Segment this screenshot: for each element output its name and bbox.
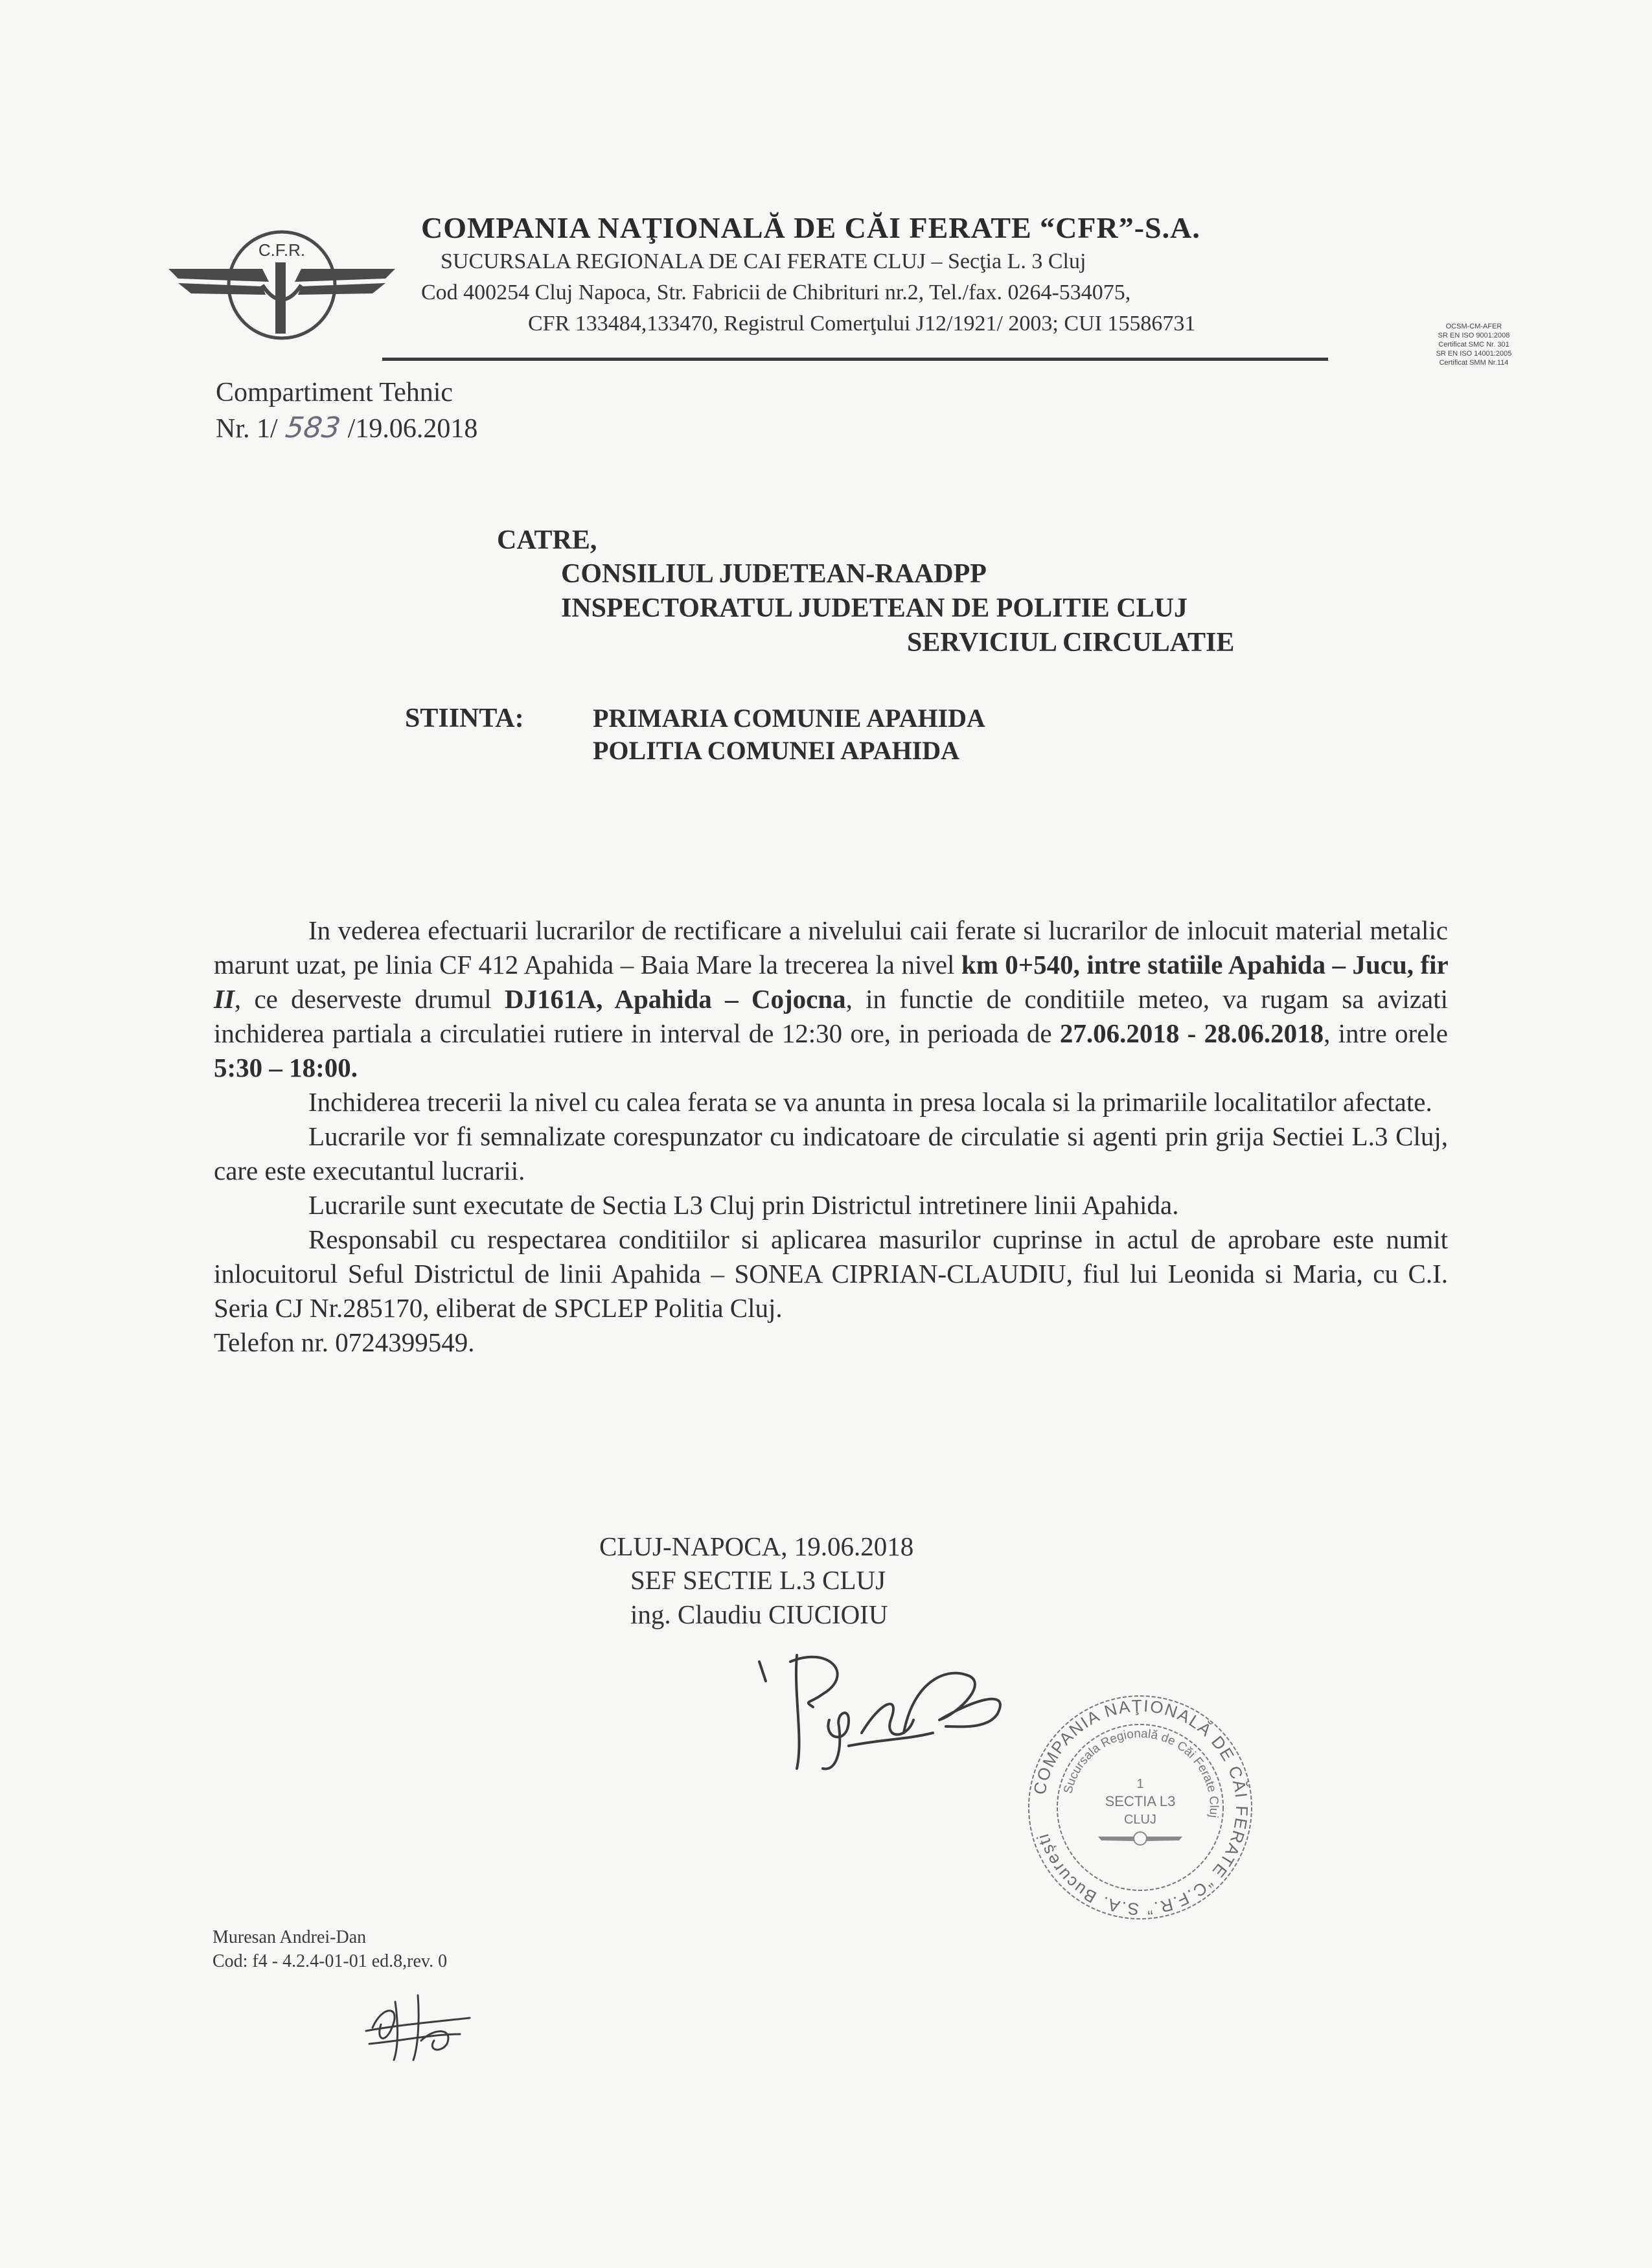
cc-recipient: POLITIA COMUNEI APAHIDA bbox=[593, 736, 959, 765]
number-prefix: Nr. 1/ bbox=[216, 414, 278, 444]
number-suffix: /19.06.2018 bbox=[347, 414, 478, 444]
paragraph: Lucrarile vor fi semnalizate corespunzator cu indicatoare de circulatie si agenti prin grija Sectiei L.3 Cluj, care este executantul lucrarii. bbox=[214, 1121, 1448, 1186]
department-label: Compartiment Tehnic bbox=[216, 378, 453, 407]
text: , in functie de conditiile meteo, va rugam sa avizati inchiderea partiala a circulatiei rutiere in interval de 12:30 ore, in perioada de bbox=[214, 984, 1448, 1048]
svg-text:1: 1 bbox=[1136, 1777, 1144, 1791]
company-name: COMPANIA NAŢIONALĂ DE CĂI FERATE “CFR”-S.A. bbox=[421, 211, 1200, 244]
handwritten-initials bbox=[363, 1989, 473, 2067]
header-address: Cod 400254 Cluj Napoca, Str. Fabricii de Chibrituri nr.2, Tel./fax. 0264-534075, bbox=[421, 281, 1131, 304]
cert-line: Certificat SMM Nr.114 bbox=[1439, 359, 1509, 367]
cert-line: SR EN ISO 9001:2008 bbox=[1438, 332, 1510, 339]
handwritten-signature bbox=[751, 1642, 1050, 1778]
paragraph: Inchiderea trecerii la nivel cu calea ferata se va anunta in presa locala si la primariile localitatilor afectate. bbox=[308, 1087, 1432, 1117]
cc-label: STIINTA: bbox=[405, 704, 524, 733]
svg-text:Sucursala Regională de Căi Fer: Sucursala Regională de Căi Ferate Cluj bbox=[1061, 1726, 1221, 1819]
signer-name: ing. Claudiu CIUCIOIU bbox=[630, 1599, 888, 1629]
letter-body bbox=[214, 913, 1448, 1360]
recipient: INSPECTORATUL JUDETEAN DE POLITIE CLUJ bbox=[561, 593, 1187, 623]
phone-line: Telefon nr. 0724399549. bbox=[214, 1327, 475, 1357]
text-bold: 27.06.2018 - 28.06.2018 bbox=[1059, 1018, 1324, 1048]
text-bold: 5:30 – 18:00. bbox=[214, 1053, 358, 1082]
text: , intre orele bbox=[1324, 1018, 1448, 1048]
text-bold: km 0+540, intre statiile Apahida – Jucu, fir bbox=[961, 950, 1448, 979]
paragraph: Responsabil cu respectarea conditiilor si aplicarea masurilor cuprinse in actul de aprobare este numit inlocuitorul Seful Districtul de linii Apahida – SONEA CIPRIAN-CLAUDIU, fiul lui Leonida si Maria, cu C.I. Seria CJ Nr.285170, eliberat de SPCLEP Politia Cluj. bbox=[214, 1224, 1448, 1323]
certifications bbox=[1390, 322, 1558, 367]
paragraph: Lucrarile sunt executate de Sectia L3 Cluj prin Districtul intretinere linii Apahida. bbox=[308, 1190, 1179, 1220]
cfr-logo bbox=[165, 223, 398, 353]
svg-text:CLUJ: CLUJ bbox=[1123, 1813, 1157, 1827]
cc-recipient: PRIMARIA COMUNIE APAHIDA bbox=[593, 704, 985, 733]
recipient: CONSILIUL JUDETEAN-RAADPP bbox=[561, 559, 987, 589]
recipient: SERVICIUL CIRCULATIE bbox=[907, 628, 1235, 658]
author: Muresan Andrei-Dan bbox=[212, 1927, 367, 1947]
svg-text:SECTIA L3: SECTIA L3 bbox=[1105, 1793, 1176, 1809]
cert-line: OCSM-CM-AFER bbox=[1445, 323, 1502, 330]
handwritten-number: 583 bbox=[283, 411, 343, 444]
header-divider bbox=[382, 358, 1328, 361]
text-bold: DJ161A, Apahida – Cojocna bbox=[504, 984, 846, 1014]
official-stamp bbox=[1024, 1691, 1257, 1924]
to-label: CATRE, bbox=[497, 525, 597, 555]
signer-role: SEF SECTIE L.3 CLUJ bbox=[630, 1565, 886, 1595]
document-code: Cod: f4 - 4.2.4-01-01 ed.8,rev. 0 bbox=[212, 1951, 448, 1971]
cert-line: Certificat SMC Nr. 301 bbox=[1438, 341, 1509, 349]
cert-line: SR EN ISO 14001:2005 bbox=[1436, 350, 1512, 358]
svg-text:C.F.R.: C.F.R. bbox=[258, 240, 306, 260]
place-date: CLUJ-NAPOCA, 19.06.2018 bbox=[599, 1531, 914, 1561]
text-bold-italic: II bbox=[214, 984, 235, 1014]
text: , ce deserveste drumul bbox=[234, 984, 505, 1014]
registration-number bbox=[216, 411, 477, 444]
svg-text:COMPANIA NAŢIONALĂ DE CĂI FERA: COMPANIA NAŢIONALĂ DE CĂI FERATE “C.F.R.” S.A. București bbox=[1029, 1695, 1252, 1919]
header-branch: SUCURSALA REGIONALA DE CAI FERATE CLUJ – Secţia L. 3 Cluj bbox=[441, 249, 1086, 273]
header-registry: CFR 133484,133470, Registrul Comerţului J12/1921/ 2003; CUI 15586731 bbox=[528, 312, 1196, 336]
paragraph bbox=[214, 913, 1448, 1085]
text: In vederea efectuarii lucrarilor de rectificare a nivelului caii ferate si lucrarilor de inlocuit material metalic marunt uzat, pe linia CF 412 Apahida – Baia Mare la trecerea la nivel bbox=[214, 915, 1448, 979]
